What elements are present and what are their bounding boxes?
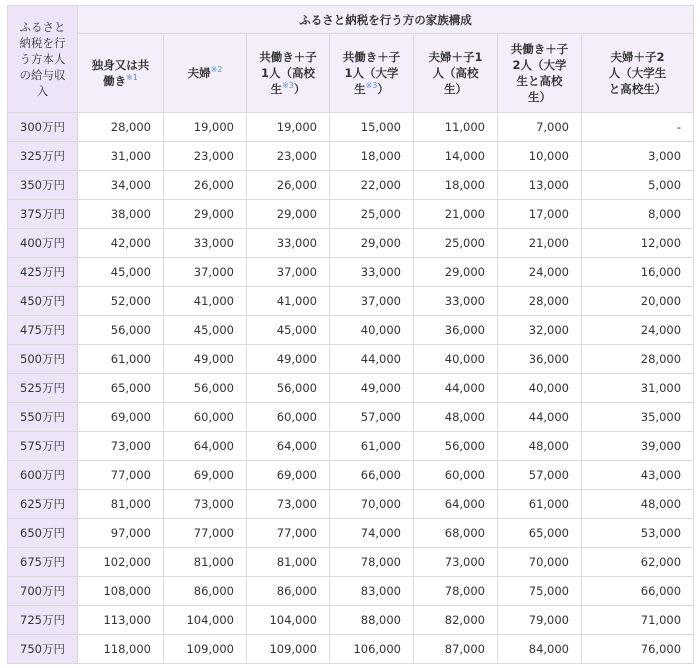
deduction-limit-cell: 23,000 bbox=[247, 142, 330, 171]
deduction-limit-cell: 109,000 bbox=[164, 635, 247, 664]
table-row bbox=[8, 374, 694, 403]
income-label: 450万円 bbox=[8, 287, 78, 316]
table-row bbox=[8, 229, 694, 258]
deduction-limit-cell: 60,000 bbox=[247, 403, 330, 432]
deduction-limit-cell: 29,000 bbox=[247, 200, 330, 229]
deduction-limit-cell: 65,000 bbox=[78, 374, 164, 403]
column-header bbox=[164, 34, 247, 113]
deduction-limit-cell: 8,000 bbox=[582, 200, 694, 229]
column-header-line: 共働き＋子 bbox=[342, 50, 401, 64]
deduction-limit-cell: 29,000 bbox=[164, 200, 247, 229]
column-header-line: 人（大学生 bbox=[608, 66, 667, 80]
column-header-line: 共働き＋子 bbox=[259, 50, 317, 64]
table-row bbox=[8, 403, 694, 432]
deduction-limit-cell: 17,000 bbox=[498, 200, 582, 229]
deduction-limit-cell: 3,000 bbox=[582, 142, 694, 171]
column-header-line: 2人（大学 bbox=[512, 58, 567, 72]
deduction-limit-cell: 49,000 bbox=[164, 345, 247, 374]
deduction-limit-cell: 53,000 bbox=[582, 519, 694, 548]
deduction-limit-cell: 20,000 bbox=[582, 287, 694, 316]
column-header-text: 生 bbox=[354, 82, 366, 96]
deduction-limit-cell: 81,000 bbox=[78, 490, 164, 519]
deduction-limit-cell: 33,000 bbox=[330, 258, 414, 287]
deduction-limit-cell: 69,000 bbox=[247, 461, 330, 490]
deduction-limit-cell: 22,000 bbox=[330, 171, 414, 200]
deduction-limit-cell: 16,000 bbox=[582, 258, 694, 287]
deduction-limit-cell: 64,000 bbox=[164, 432, 247, 461]
column-header-tail: ） bbox=[377, 82, 389, 96]
deduction-limit-cell: 28,000 bbox=[78, 113, 164, 142]
footnote-link[interactable]: ※3 bbox=[282, 81, 294, 91]
income-label: 375万円 bbox=[8, 200, 78, 229]
deduction-limit-cell: 73,000 bbox=[164, 490, 247, 519]
column-header-line: 共働き＋子 bbox=[510, 42, 569, 56]
deduction-limit-cell: 45,000 bbox=[164, 316, 247, 345]
deduction-limit-cell: 34,000 bbox=[78, 171, 164, 200]
column-header-line: 夫婦＋子1 bbox=[428, 50, 483, 64]
deduction-limit-cell: 11,000 bbox=[414, 113, 498, 142]
deduction-limit-cell: 77,000 bbox=[247, 519, 330, 548]
deduction-limit-cell: 39,000 bbox=[582, 432, 694, 461]
deduction-limit-cell: 43,000 bbox=[582, 461, 694, 490]
deduction-limit-cell: 104,000 bbox=[247, 606, 330, 635]
deduction-limit-cell: 65,000 bbox=[498, 519, 582, 548]
corner-line: 入 bbox=[36, 84, 49, 98]
table-row bbox=[8, 345, 694, 374]
deduction-limit-cell: 62,000 bbox=[582, 548, 694, 577]
table-row bbox=[8, 142, 694, 171]
column-header-line bbox=[78, 73, 163, 89]
deduction-limit-cell: 60,000 bbox=[414, 461, 498, 490]
deduction-limit-cell: 87,000 bbox=[414, 635, 498, 664]
table-row bbox=[8, 519, 694, 548]
income-label: 750万円 bbox=[8, 635, 78, 664]
deduction-limit-cell: 108,000 bbox=[78, 577, 164, 606]
deduction-limit-cell: 82,000 bbox=[414, 606, 498, 635]
deduction-limit-cell: 75,000 bbox=[498, 577, 582, 606]
footnote-link[interactable]: ※3 bbox=[365, 81, 378, 91]
deduction-limit-cell: 12,000 bbox=[582, 229, 694, 258]
income-label: 400万円 bbox=[8, 229, 78, 258]
deduction-limit-cell: 86,000 bbox=[164, 577, 247, 606]
deduction-limit-cell: 76,000 bbox=[582, 635, 694, 664]
deduction-limit-cell: 60,000 bbox=[164, 403, 247, 432]
column-header-line: 1人（高校 bbox=[260, 66, 315, 80]
column-header bbox=[78, 34, 164, 113]
column-header-line bbox=[330, 81, 413, 97]
deduction-limit-cell: 7,000 bbox=[498, 113, 582, 142]
deduction-limit-cell: 56,000 bbox=[164, 374, 247, 403]
deduction-limit-cell: 70,000 bbox=[330, 490, 414, 519]
deduction-limit-cell: 41,000 bbox=[164, 287, 247, 316]
deduction-limit-cell: 25,000 bbox=[414, 229, 498, 258]
deduction-limit-cell: 33,000 bbox=[414, 287, 498, 316]
deduction-limit-cell: 15,000 bbox=[330, 113, 414, 142]
table-row bbox=[8, 113, 694, 142]
income-label: 675万円 bbox=[8, 548, 78, 577]
column-header-text: 夫婦 bbox=[187, 66, 211, 80]
column-header-line: 生） bbox=[444, 82, 467, 96]
deduction-limit-cell: 48,000 bbox=[498, 432, 582, 461]
deduction-limit-cell: 29,000 bbox=[330, 229, 414, 258]
column-header-text: 働き bbox=[103, 74, 127, 88]
column-header-line: 人（高校 bbox=[432, 66, 479, 80]
table-row bbox=[8, 200, 694, 229]
corner-line: う方本人 bbox=[19, 52, 66, 66]
column-header-tail: ） bbox=[293, 82, 306, 96]
table-row bbox=[8, 461, 694, 490]
deduction-limit-cell: 29,000 bbox=[414, 258, 498, 287]
deduction-limit-cell: 77,000 bbox=[78, 461, 164, 490]
income-label: 625万円 bbox=[8, 490, 78, 519]
deduction-limit-cell: 25,000 bbox=[330, 200, 414, 229]
footnote-link[interactable]: ※2 bbox=[210, 65, 223, 75]
column-header-line: 独身又は共 bbox=[91, 58, 150, 72]
income-label: 475万円 bbox=[8, 316, 78, 345]
income-label: 725万円 bbox=[8, 606, 78, 635]
deduction-limit-cell: 19,000 bbox=[164, 113, 247, 142]
deduction-limit-cell: 18,000 bbox=[330, 142, 414, 171]
income-label: 350万円 bbox=[8, 171, 78, 200]
column-header-line: 生） bbox=[528, 90, 551, 104]
deduction-limit-cell: 38,000 bbox=[78, 200, 164, 229]
deduction-limit-cell: - bbox=[582, 113, 694, 142]
income-label: 575万円 bbox=[8, 432, 78, 461]
deduction-limit-cell: 52,000 bbox=[78, 287, 164, 316]
table-row bbox=[8, 490, 694, 519]
deduction-limit-cell: 64,000 bbox=[247, 432, 330, 461]
deduction-limit-cell: 40,000 bbox=[330, 316, 414, 345]
income-label: 650万円 bbox=[8, 519, 78, 548]
furusato-deduction-table bbox=[7, 5, 694, 664]
deduction-limit-cell: 49,000 bbox=[330, 374, 414, 403]
deduction-limit-cell: 66,000 bbox=[330, 461, 414, 490]
deduction-limit-cell: 56,000 bbox=[414, 432, 498, 461]
deduction-limit-cell: 49,000 bbox=[247, 345, 330, 374]
column-header-line bbox=[164, 65, 246, 81]
deduction-limit-cell: 104,000 bbox=[164, 606, 247, 635]
income-label: 500万円 bbox=[8, 345, 78, 374]
column-header-text: 生 bbox=[270, 82, 283, 96]
income-label: 700万円 bbox=[8, 577, 78, 606]
column-header bbox=[582, 34, 694, 113]
deduction-limit-cell: 48,000 bbox=[582, 490, 694, 519]
income-label: 525万円 bbox=[8, 374, 78, 403]
corner-line: 納税を行 bbox=[19, 36, 66, 50]
deduction-limit-cell: 36,000 bbox=[414, 316, 498, 345]
deduction-limit-cell: 19,000 bbox=[247, 113, 330, 142]
deduction-limit-cell: 40,000 bbox=[498, 374, 582, 403]
deduction-limit-cell: 83,000 bbox=[330, 577, 414, 606]
deduction-limit-cell: 10,000 bbox=[498, 142, 582, 171]
left-margin bbox=[0, 0, 7, 668]
table-row bbox=[8, 635, 694, 664]
deduction-limit-cell: 48,000 bbox=[414, 403, 498, 432]
deduction-limit-cell: 26,000 bbox=[247, 171, 330, 200]
deduction-limit-cell: 40,000 bbox=[414, 345, 498, 374]
deduction-limit-cell: 28,000 bbox=[582, 345, 694, 374]
deduction-limit-cell: 64,000 bbox=[414, 490, 498, 519]
deduction-limit-cell: 13,000 bbox=[498, 171, 582, 200]
deduction-limit-cell: 14,000 bbox=[414, 142, 498, 171]
deduction-limit-cell: 71,000 bbox=[582, 606, 694, 635]
deduction-limit-cell: 35,000 bbox=[582, 403, 694, 432]
deduction-limit-cell: 97,000 bbox=[78, 519, 164, 548]
deduction-limit-cell: 44,000 bbox=[414, 374, 498, 403]
deduction-limit-cell: 61,000 bbox=[498, 490, 582, 519]
deduction-limit-cell: 102,000 bbox=[78, 548, 164, 577]
deduction-limit-cell: 5,000 bbox=[582, 171, 694, 200]
deduction-limit-cell: 66,000 bbox=[582, 577, 694, 606]
column-header bbox=[247, 34, 330, 113]
income-label: 550万円 bbox=[8, 403, 78, 432]
deduction-limit-cell: 78,000 bbox=[414, 577, 498, 606]
income-label: 300万円 bbox=[8, 113, 78, 142]
column-header-line: 1人（大学 bbox=[344, 66, 399, 80]
table-row bbox=[8, 606, 694, 635]
column-header bbox=[498, 34, 582, 113]
column-header-line: と高校生） bbox=[608, 82, 667, 96]
deduction-limit-cell: 37,000 bbox=[247, 258, 330, 287]
deduction-limit-cell: 113,000 bbox=[78, 606, 164, 635]
deduction-limit-cell: 28,000 bbox=[498, 287, 582, 316]
column-header bbox=[330, 34, 414, 113]
deduction-limit-cell: 37,000 bbox=[164, 258, 247, 287]
deduction-limit-cell: 44,000 bbox=[330, 345, 414, 374]
deduction-limit-cell: 78,000 bbox=[330, 548, 414, 577]
deduction-limit-cell: 33,000 bbox=[247, 229, 330, 258]
deduction-limit-cell: 31,000 bbox=[78, 142, 164, 171]
deduction-limit-cell: 57,000 bbox=[498, 461, 582, 490]
deduction-limit-cell: 73,000 bbox=[247, 490, 330, 519]
deduction-limit-cell: 26,000 bbox=[164, 171, 247, 200]
deduction-limit-cell: 56,000 bbox=[78, 316, 164, 345]
deduction-limit-cell: 23,000 bbox=[164, 142, 247, 171]
deduction-limit-cell: 74,000 bbox=[330, 519, 414, 548]
deduction-limit-cell: 21,000 bbox=[498, 229, 582, 258]
deduction-limit-cell: 73,000 bbox=[78, 432, 164, 461]
deduction-limit-cell: 61,000 bbox=[78, 345, 164, 374]
deduction-limit-cell: 41,000 bbox=[247, 287, 330, 316]
column-header-line bbox=[247, 81, 329, 97]
deduction-limit-cell: 57,000 bbox=[330, 403, 414, 432]
deduction-limit-cell: 44,000 bbox=[498, 403, 582, 432]
deduction-limit-cell: 79,000 bbox=[498, 606, 582, 635]
deduction-limit-cell: 73,000 bbox=[414, 548, 498, 577]
table-row bbox=[8, 171, 694, 200]
table-row bbox=[8, 287, 694, 316]
family-structure-header: ふるさと納税を行う方の家族構成 bbox=[78, 6, 694, 34]
deduction-limit-cell: 86,000 bbox=[247, 577, 330, 606]
deduction-limit-cell: 31,000 bbox=[582, 374, 694, 403]
deduction-limit-cell: 36,000 bbox=[498, 345, 582, 374]
corner-header bbox=[8, 6, 78, 113]
deduction-limit-cell: 77,000 bbox=[164, 519, 247, 548]
column-header-line: 夫婦＋子2 bbox=[610, 50, 665, 64]
deduction-limit-cell: 24,000 bbox=[582, 316, 694, 345]
deduction-limit-cell: 32,000 bbox=[498, 316, 582, 345]
corner-line: ふるさと bbox=[19, 20, 66, 34]
table-row bbox=[8, 258, 694, 287]
table-row bbox=[8, 316, 694, 345]
corner-line: の給与収 bbox=[19, 68, 66, 82]
deduction-limit-cell: 37,000 bbox=[330, 287, 414, 316]
deduction-limit-cell: 33,000 bbox=[164, 229, 247, 258]
deduction-limit-cell: 56,000 bbox=[247, 374, 330, 403]
deduction-limit-cell: 45,000 bbox=[78, 258, 164, 287]
column-header-line: 生と高校 bbox=[516, 74, 563, 88]
income-label: 325万円 bbox=[8, 142, 78, 171]
deduction-limit-cell: 45,000 bbox=[247, 316, 330, 345]
deduction-limit-cell: 21,000 bbox=[414, 200, 498, 229]
deduction-limit-cell: 68,000 bbox=[414, 519, 498, 548]
footnote-link[interactable]: ※1 bbox=[126, 73, 138, 83]
deduction-limit-cell: 69,000 bbox=[78, 403, 164, 432]
table-row bbox=[8, 432, 694, 461]
deduction-limit-cell: 24,000 bbox=[498, 258, 582, 287]
column-header bbox=[414, 34, 498, 113]
deduction-limit-cell: 88,000 bbox=[330, 606, 414, 635]
income-label: 425万円 bbox=[8, 258, 78, 287]
deduction-limit-cell: 109,000 bbox=[247, 635, 330, 664]
deduction-limit-cell: 70,000 bbox=[498, 548, 582, 577]
deduction-limit-cell: 18,000 bbox=[414, 171, 498, 200]
deduction-limit-cell: 81,000 bbox=[164, 548, 247, 577]
deduction-limit-cell: 81,000 bbox=[247, 548, 330, 577]
deduction-limit-cell: 69,000 bbox=[164, 461, 247, 490]
deduction-limit-cell: 42,000 bbox=[78, 229, 164, 258]
income-label: 600万円 bbox=[8, 461, 78, 490]
deduction-limit-cell: 61,000 bbox=[330, 432, 414, 461]
table-row bbox=[8, 577, 694, 606]
deduction-limit-cell: 118,000 bbox=[78, 635, 164, 664]
deduction-limit-cell: 106,000 bbox=[330, 635, 414, 664]
deduction-limit-cell: 84,000 bbox=[498, 635, 582, 664]
table-row bbox=[8, 548, 694, 577]
